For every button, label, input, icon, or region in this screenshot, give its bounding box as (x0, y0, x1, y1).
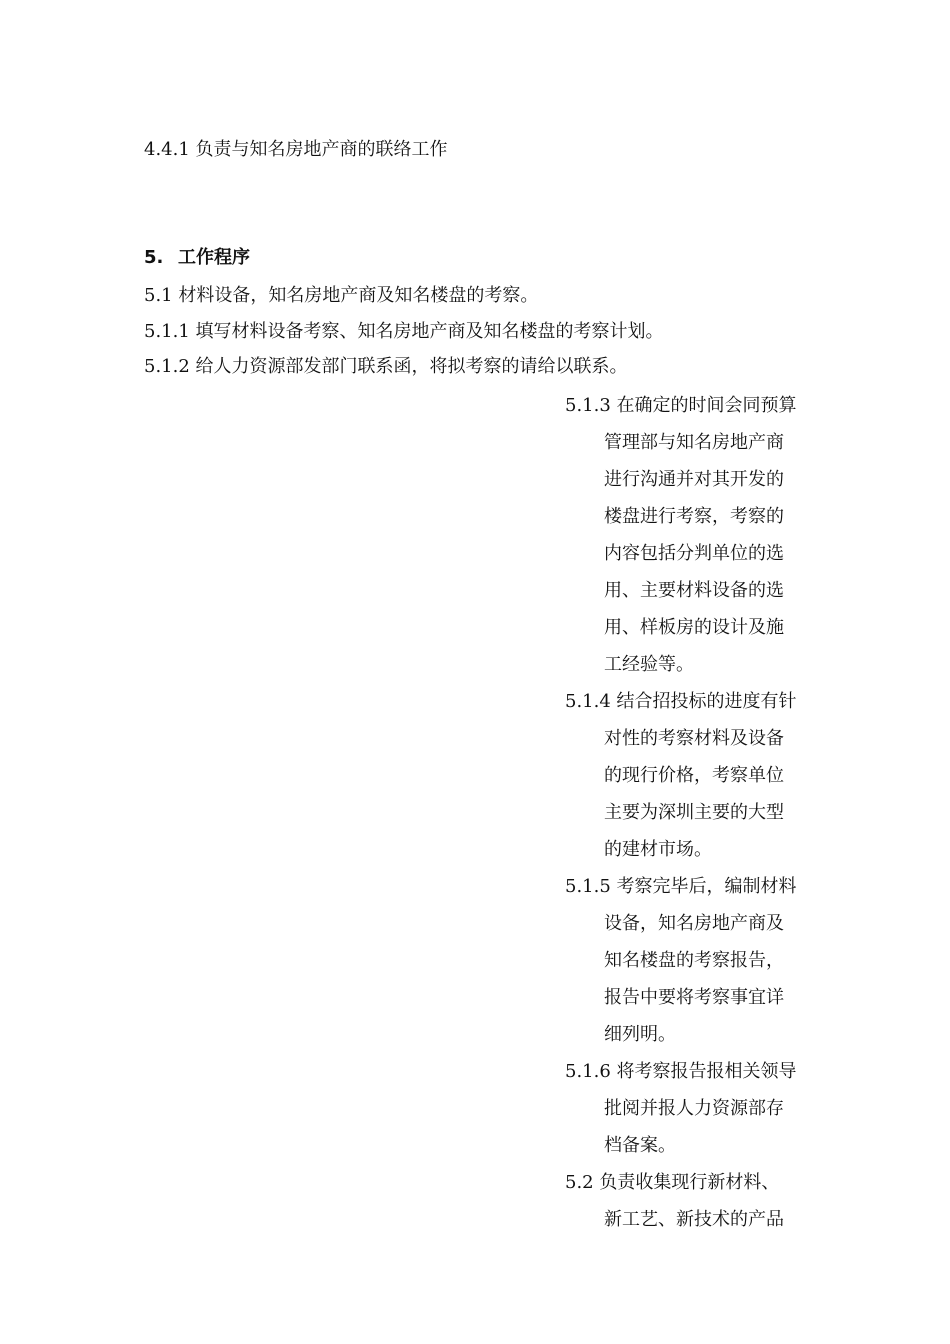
narrow-text-column (565, 387, 805, 1238)
clause-line: 对性的考察材料及设备 (604, 728, 784, 749)
clause-number: 5.1.2 (144, 356, 190, 377)
clause-line: 内容包括分判单位的选 (604, 543, 784, 564)
clause-line: 主要为深圳主要的大型 (604, 802, 784, 823)
clause-5-1-2 (144, 355, 628, 379)
clause-number: 4.4.1 (144, 139, 190, 160)
clause-number: 5.1.3 (565, 395, 611, 416)
clause-line: 报告中要将考察事宜详 (604, 987, 784, 1008)
clause-5-2 (565, 1164, 805, 1238)
clause-5-1-6 (565, 1053, 805, 1164)
clause-5-1 (144, 284, 538, 308)
section-title: 工作程序 (178, 247, 250, 268)
clause-line: 结合招投标的进度有针 (616, 691, 797, 712)
clause-line: 设备，知名房地产商及 (604, 913, 784, 934)
clause-line: 知名楼盘的考察报告， (604, 950, 784, 971)
clause-5-1-3 (565, 387, 805, 683)
clause-5-1-1 (144, 320, 664, 344)
clause-line: 楼盘进行考察，考察的 (604, 506, 784, 527)
section-number: 5. (144, 247, 164, 268)
clause-number: 5.1.4 (565, 691, 611, 712)
clause-text: 材料设备，知名房地产商及知名楼盘的考察。 (178, 285, 539, 306)
clause-line: 将考察报告报相关领导 (616, 1061, 797, 1082)
clause-text: 填写材料设备考察、知名房地产商及知名楼盘的考察计划。 (195, 321, 664, 342)
clause-line: 负责收集现行新材料、 (599, 1172, 780, 1193)
clause-line: 的建材市场。 (604, 839, 712, 860)
clause-number: 5.1 (144, 285, 173, 306)
clause-number: 5.1.6 (565, 1061, 611, 1082)
clause-line: 管理部与知名房地产商 (604, 432, 784, 453)
clause-line: 细列明。 (604, 1024, 676, 1045)
clause-4-4-1 (144, 138, 448, 162)
clause-line: 在确定的时间会同预算 (616, 395, 797, 416)
clause-5-1-5 (565, 868, 805, 1053)
clause-line: 进行沟通并对其开发的 (604, 469, 784, 490)
section-heading-5 (144, 246, 250, 270)
clause-text: 给人力资源部发部门联系函，将拟考察的请给以联系。 (195, 356, 628, 377)
clause-number: 5.1.5 (565, 876, 611, 897)
clause-line: 工经验等。 (604, 654, 694, 675)
clause-5-1-4 (565, 683, 805, 868)
clause-line: 用、样板房的设计及施 (604, 617, 784, 638)
clause-line: 考察完毕后，编制材料 (616, 876, 797, 897)
clause-line: 的现行价格，考察单位 (604, 765, 784, 786)
clause-number: 5.2 (565, 1172, 594, 1193)
clause-number: 5.1.1 (144, 321, 190, 342)
clause-line: 批阅并报人力资源部存 (604, 1098, 784, 1119)
clause-line: 档备案。 (604, 1135, 676, 1156)
clause-text: 负责与知名房地产商的联络工作 (195, 139, 448, 160)
clause-line: 新工艺、新技术的产品 (604, 1209, 784, 1230)
clause-line: 用、主要材料设备的选 (604, 580, 784, 601)
